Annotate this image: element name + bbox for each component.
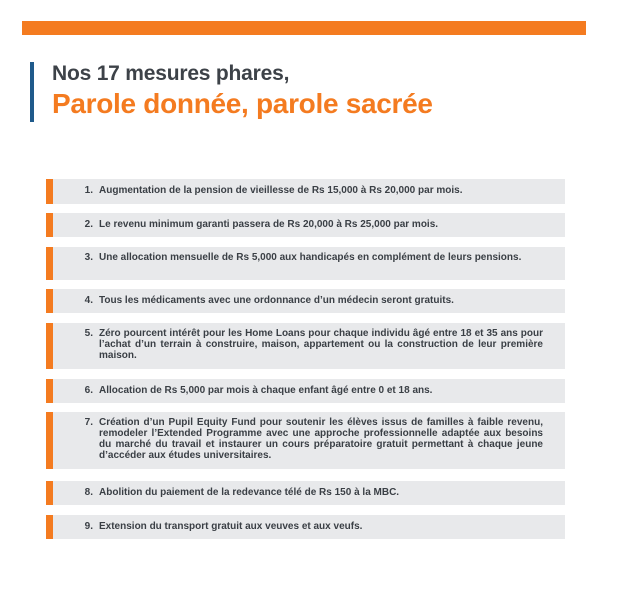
- item-marker: [46, 379, 53, 403]
- page-title: Parole donnée, parole sacrée: [52, 88, 433, 119]
- title-accent-bar: [30, 62, 34, 122]
- list-item: [46, 412, 565, 469]
- item-marker: [46, 179, 53, 204]
- item-marker: [46, 412, 53, 469]
- item-marker: [46, 481, 53, 505]
- item-text: Tous les médicaments avec une ordonnance d’un médecin seront gratuits.: [99, 295, 454, 306]
- item-text: Extension du transport gratuit aux veuves et aux veufs.: [99, 521, 363, 532]
- item-marker: [46, 515, 53, 539]
- list-item: [46, 179, 565, 204]
- top-accent-bar: [22, 21, 586, 35]
- item-number: 3.: [84, 252, 93, 263]
- item-number: 5.: [84, 328, 93, 339]
- page-subtitle: Nos 17 mesures phares,: [52, 62, 290, 85]
- item-text: Création d’un Pupil Equity Fund pour soutenir les élèves issus de familles à faible revenu, remodeler l’Extended Programme avec une approche professionnelle adaptée aux besoins du marché du travail et instaurer un cours préparatoire gratuit permettant à chaque jeune d’accéder aux études universitaires.: [99, 417, 543, 461]
- item-text: Une allocation mensuelle de Rs 5,000 aux handicapés en complément de leurs pensions.: [99, 252, 522, 263]
- item-text: Augmentation de la pension de vieillesse de Rs 15,000 à Rs 20,000 par mois.: [99, 185, 463, 196]
- item-number: 9.: [84, 521, 93, 532]
- item-text: Allocation de Rs 5,000 par mois à chaque enfant âgé entre 0 et 18 ans.: [99, 385, 433, 396]
- item-marker: [46, 213, 53, 237]
- item-text: Zéro pourcent intérêt pour les Home Loans pour chaque individu âgé entre 18 et 35 ans pour l’achat d’un terrain à construire, maison, appartement ou la construction de leur première maison.: [99, 328, 543, 361]
- item-text: Le revenu minimum garanti passera de Rs 20,000 à Rs 25,000 par mois.: [99, 219, 439, 230]
- item-number: 1.: [84, 185, 93, 196]
- item-marker: [46, 323, 53, 369]
- item-number: 6.: [84, 385, 93, 396]
- list-item: [46, 515, 565, 539]
- item-number: 8.: [84, 487, 93, 498]
- list-item: [46, 481, 565, 505]
- list-item: [46, 213, 565, 237]
- item-number: 4.: [84, 295, 93, 306]
- item-text: Abolition du paiement de la redevance télé de Rs 150 à la MBC.: [99, 487, 400, 498]
- item-number: 7.: [84, 417, 93, 428]
- list-item: [46, 247, 565, 280]
- item-marker: [46, 247, 53, 280]
- item-number: 2.: [84, 219, 93, 230]
- item-marker: [46, 289, 53, 313]
- list-item: [46, 379, 565, 403]
- list-item: [46, 289, 565, 313]
- list-item: [46, 323, 565, 369]
